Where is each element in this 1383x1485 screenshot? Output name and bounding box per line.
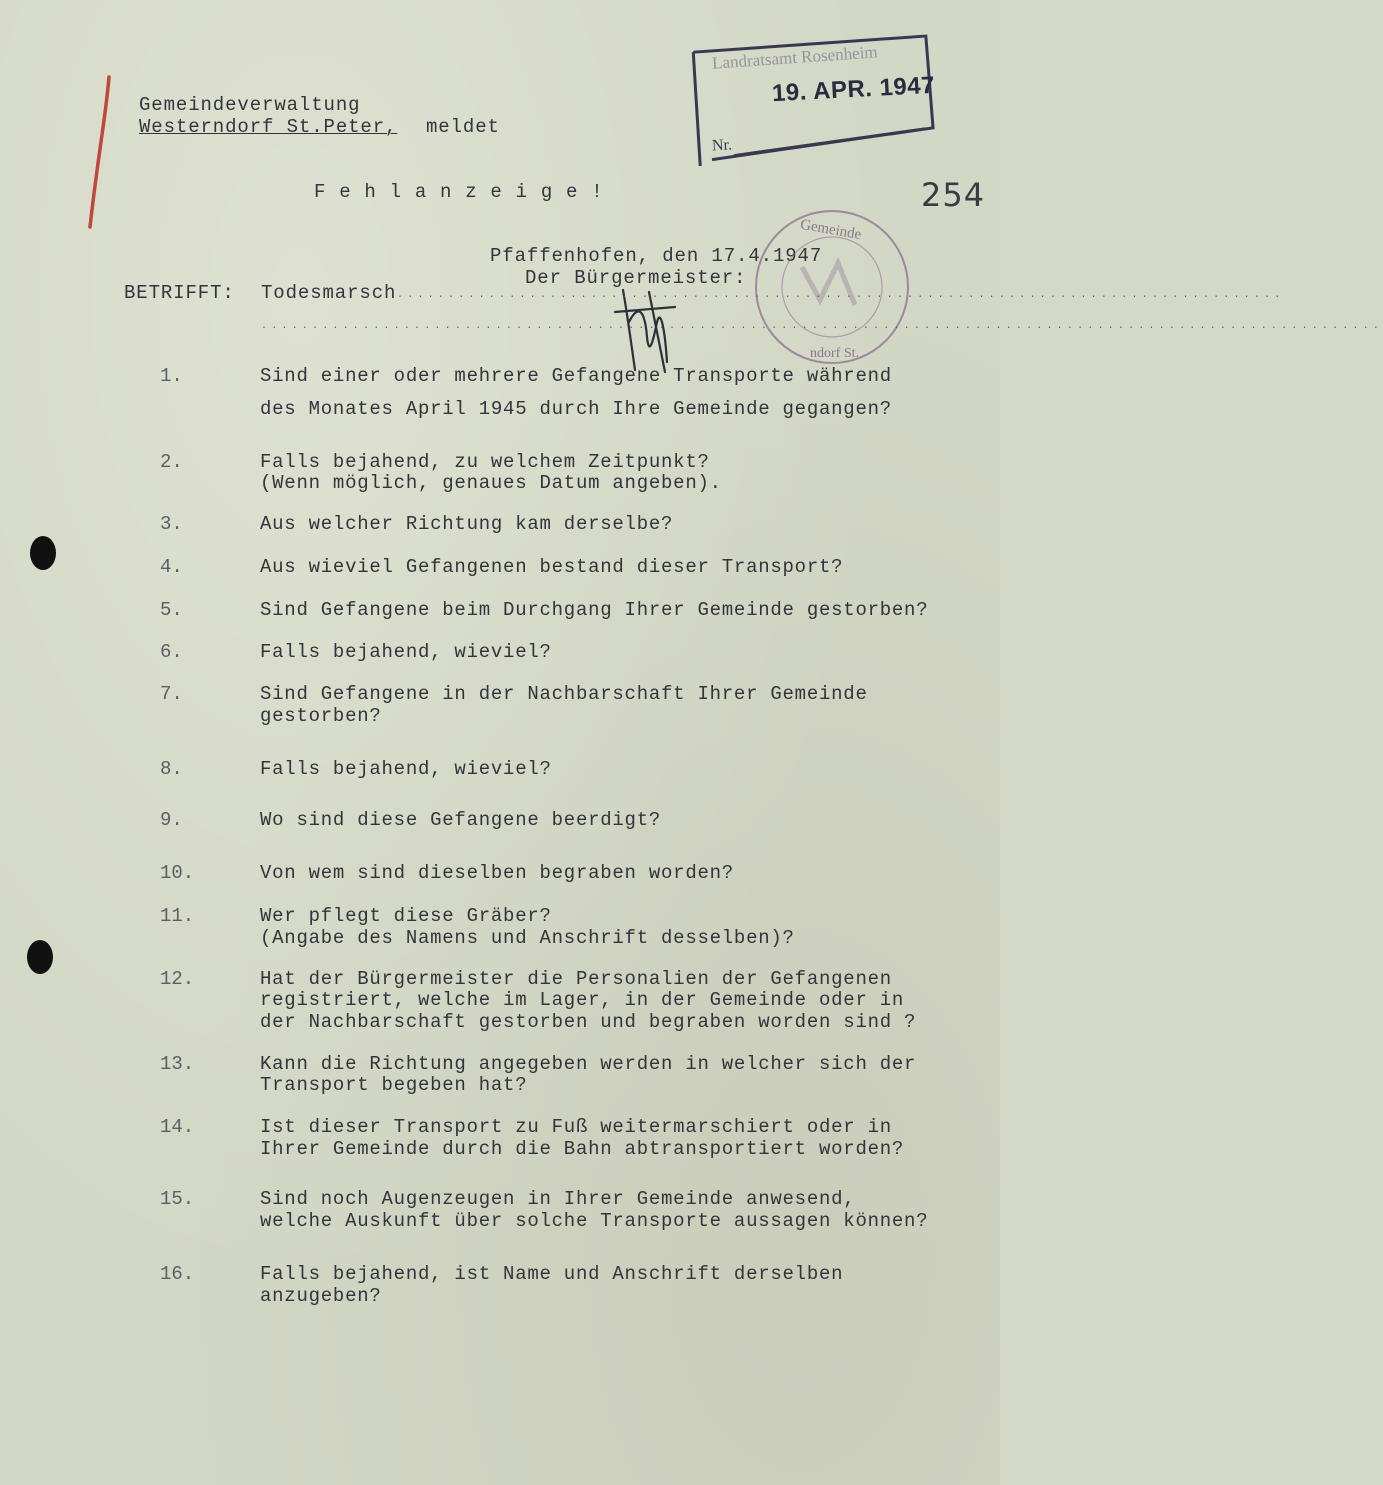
- betrifft-value: Todesmarsch: [261, 282, 397, 304]
- archive-page-number: 254: [921, 176, 986, 214]
- question-text: Falls bejahend, ist Name und Anschrift derselben: [260, 1263, 844, 1285]
- svg-text:Gemeinde: Gemeinde: [798, 216, 863, 244]
- question-number: 10.: [160, 862, 195, 884]
- receipt-stamp-office: Landratsamt Rosenheim: [711, 42, 879, 73]
- question-text: (Wenn möglich, genaues Datum angeben).: [260, 472, 722, 494]
- question-text: Aus welcher Richtung kam derselbe?: [260, 513, 674, 535]
- question-text: Sind noch Augenzeugen in Ihrer Gemeinde anwesend,: [260, 1188, 856, 1210]
- question-text: Hat der Bürgermeister die Personalien der Gefangenen: [260, 968, 892, 990]
- dotted-leader: .......................................................................................: [397, 290, 1285, 301]
- question-text: Ihrer Gemeinde durch die Bahn abtransportiert worden?: [260, 1138, 905, 1160]
- question-text: des Monates April 1945 durch Ihre Gemeinde gegangen?: [260, 398, 892, 420]
- question-number: 16.: [160, 1263, 195, 1285]
- question-text: (Angabe des Namens und Anschrift desselben)?: [260, 927, 795, 949]
- red-pencil-mark: [78, 75, 118, 230]
- punch-hole-bottom: [27, 940, 53, 974]
- question-text: Ist dieser Transport zu Fuß weitermarschiert oder in: [260, 1116, 892, 1138]
- question-number: 15.: [160, 1188, 195, 1210]
- question-number: 14.: [160, 1116, 195, 1138]
- question-text: Von wem sind dieselben begraben worden?: [260, 862, 734, 884]
- municipal-seal: [750, 205, 915, 370]
- question-text: Aus wieviel Gefangenen bestand dieser Transport?: [260, 556, 844, 578]
- question-number: 6.: [160, 641, 183, 663]
- question-number: 2.: [160, 451, 183, 473]
- question-number: 3.: [160, 513, 183, 535]
- receipt-stamp-date: 19. APR. 1947: [771, 71, 936, 108]
- question-text: Sind Gefangene in der Nachbarschaft Ihrer Gemeinde: [260, 683, 868, 705]
- sender-municipality: Westerndorf St.Peter,: [139, 116, 398, 138]
- question-text: gestorben?: [260, 705, 382, 727]
- question-text: Falls bejahend, wieviel?: [260, 641, 552, 663]
- question-text: Wer pflegt diese Gräber?: [260, 905, 552, 927]
- question-number: 5.: [160, 599, 183, 621]
- question-number: 9.: [160, 809, 183, 831]
- question-text: Sind einer oder mehrere Gefangene Transporte während: [260, 365, 892, 387]
- question-text: welche Auskunft über solche Transporte aussagen können?: [260, 1210, 929, 1232]
- dotted-rule: ..............................................................................................................: [261, 321, 1383, 332]
- question-text: Kann die Richtung angegeben werden in welcher sich der: [260, 1053, 917, 1075]
- question-number: 1.: [160, 365, 183, 387]
- sender-meldet: meldet: [426, 116, 500, 138]
- question-number: 13.: [160, 1053, 195, 1075]
- question-text: Sind Gefangene beim Durchgang Ihrer Gemeinde gestorben?: [260, 599, 929, 621]
- question-number: 7.: [160, 683, 183, 705]
- question-text: registriert, welche im Lager, in der Gemeinde oder in: [260, 989, 905, 1011]
- betrifft-label: BETRIFFT:: [124, 282, 235, 304]
- receipt-stamp-nr: Nr.: [711, 136, 733, 155]
- question-text: Transport begeben hat?: [260, 1074, 528, 1096]
- question-number: 11.: [160, 905, 195, 927]
- sender-line-1: Gemeindeverwaltung: [139, 94, 361, 116]
- question-number: 4.: [160, 556, 183, 578]
- svg-text:ndorf St.: ndorf St.: [810, 346, 859, 361]
- document-title: F e h l a n z e i g e !: [314, 181, 604, 203]
- place-date: Pfaffenhofen, den 17.4.1947: [490, 245, 823, 267]
- question-number: 12.: [160, 968, 195, 990]
- question-text: Wo sind diese Gefangene beerdigt?: [260, 809, 662, 831]
- signature-title: Der Bürgermeister:: [525, 267, 747, 289]
- question-text: anzugeben?: [260, 1285, 382, 1307]
- question-text: Falls bejahend, wieviel?: [260, 758, 552, 780]
- question-text: Falls bejahend, zu welchem Zeitpunkt?: [260, 451, 710, 473]
- question-number: 8.: [160, 758, 183, 780]
- punch-hole-top: [30, 536, 56, 570]
- question-text: der Nachbarschaft gestorben und begraben worden sind ?: [260, 1011, 917, 1033]
